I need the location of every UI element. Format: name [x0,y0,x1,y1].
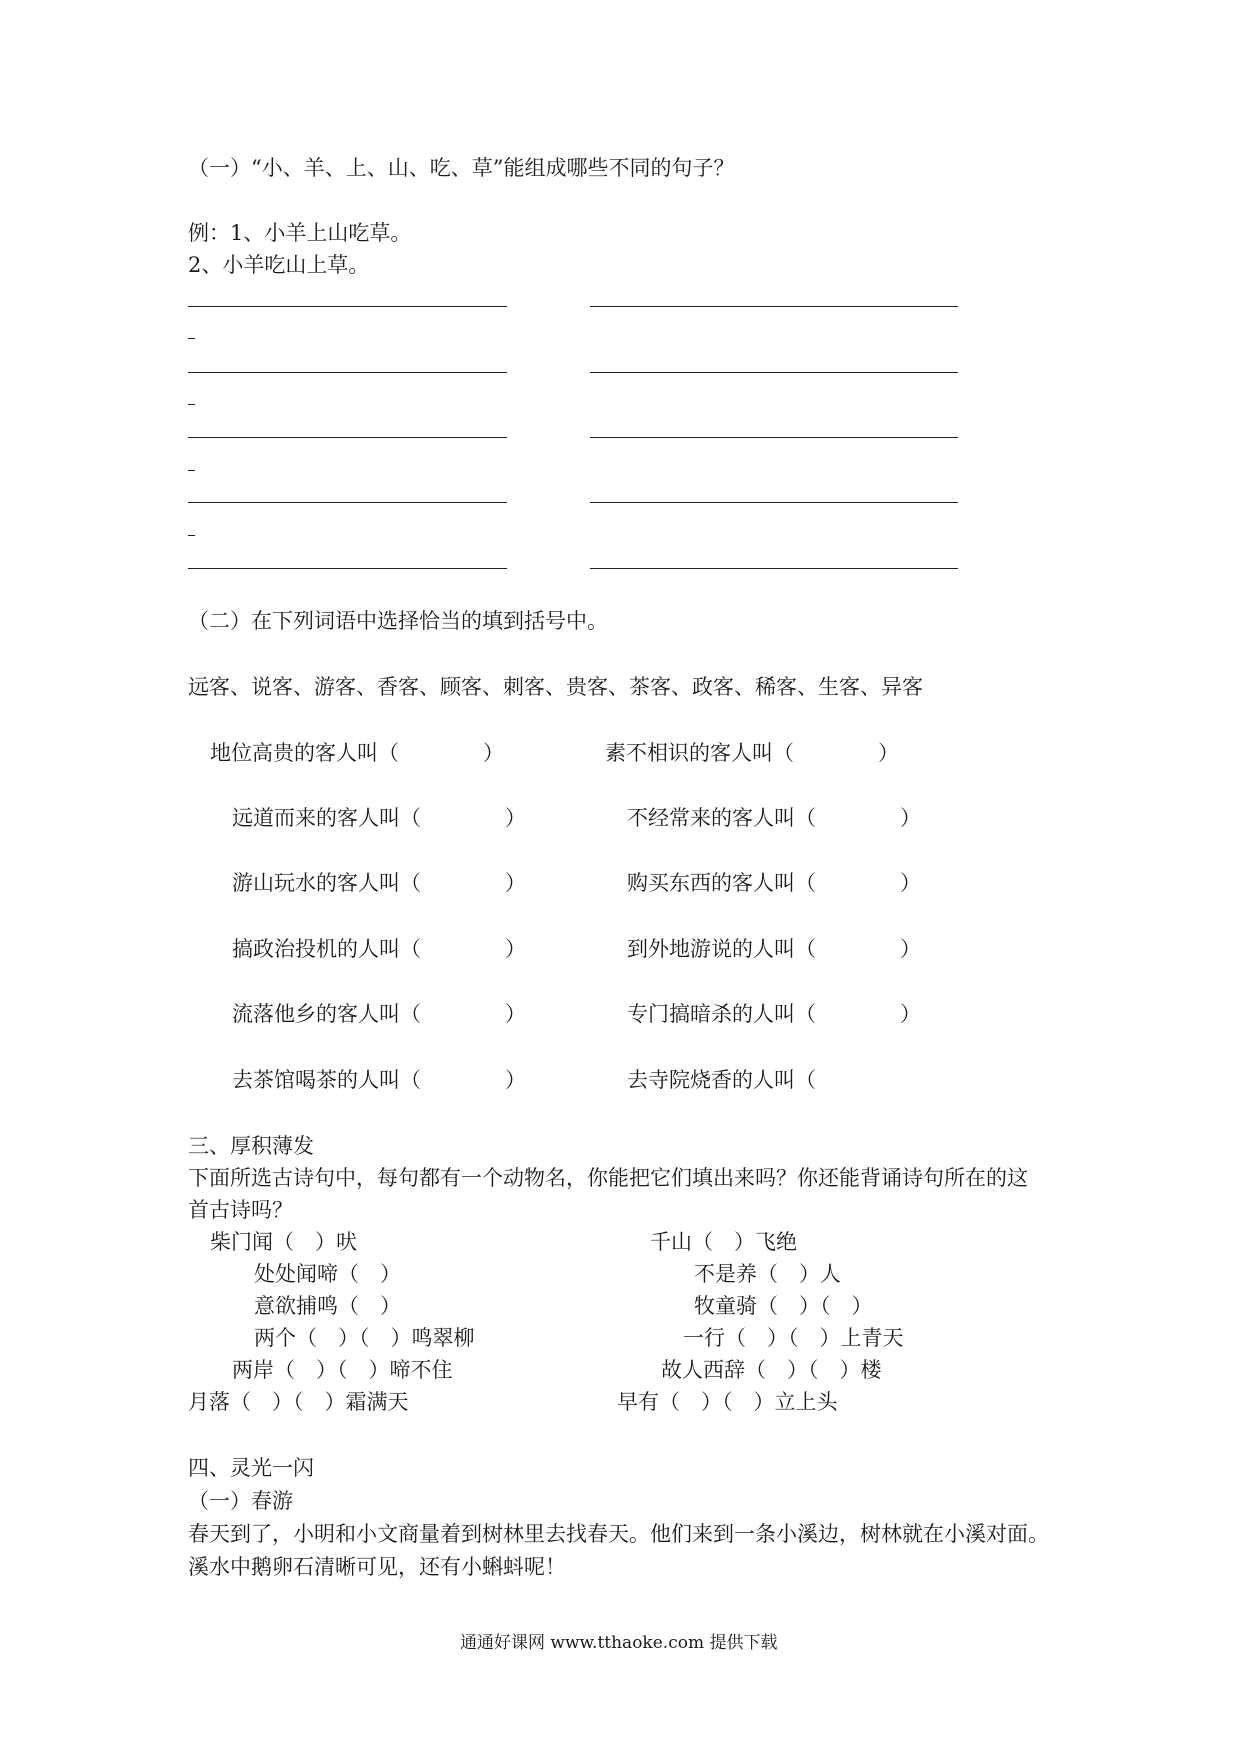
word-bank: 远客、说客、游客、香客、顾客、刺客、贵客、茶客、政客、稀客、生客、异客 [188,675,923,699]
fill-item[interactable]: 不经常来的客人叫（ ） [627,806,921,830]
poem-line[interactable]: 牧童骑（ ）（ ） [694,1294,873,1318]
poem-line[interactable]: 故人西辞（ ）（ ）楼 [661,1358,882,1382]
fill-item[interactable]: 去茶馆喝茶的人叫（ ） [232,1068,526,1092]
page-footer: 通通好课网 www.tthaoke.com 提供下载 [460,1633,778,1653]
poem-line[interactable]: 两岸（ ）（ ）啼不住 [232,1358,453,1382]
poem-line[interactable]: 早有（ ）（ ）立上头 [617,1390,838,1414]
section1-title: （一）“小、羊、上、山、吃、草”能组成哪些不同的句子？ [188,156,735,180]
fill-item[interactable]: 流落他乡的客人叫（ ） [232,1002,526,1026]
section4-title: 四、灵光一闪 [188,1456,314,1480]
section3-instruction: 下面所选古诗句中，每句都有一个动物名，你能把它们填出来吗？你还能背诵诗句所在的这 [188,1166,1028,1190]
answer-line[interactable] [188,568,507,569]
poem-line[interactable]: 不是养（ ）人 [694,1262,841,1286]
answer-line[interactable] [188,502,507,503]
poem-line[interactable]: 月落（ ）（ ）霜满天 [188,1390,409,1414]
poem-line[interactable]: 意欲捕鸣（ ） [254,1294,401,1318]
fill-item[interactable]: 购买东西的客人叫（ ） [627,871,921,895]
line-mark [188,338,195,339]
fill-item[interactable]: 地位高贵的客人叫（ ） [210,741,504,765]
poem-line[interactable]: 一行（ ）（ ）上青天 [683,1326,904,1350]
poem-line[interactable]: 千山（ ）飞绝 [650,1230,797,1254]
line-mark [188,470,195,471]
section3-title: 三、厚积薄发 [188,1134,314,1158]
story-paragraph: 春天到了，小明和小文商量着到树林里去找春天。他们来到一条小溪边，树林就在小溪对面。 [188,1522,1049,1546]
poem-line[interactable]: 两个（ ）（ ）鸣翠柳 [254,1326,475,1350]
section4-subtitle: （一）春游 [188,1489,293,1513]
answer-line[interactable] [188,437,507,438]
answer-line[interactable] [590,437,958,438]
example-sentence-1: 例：1、小羊上山吃草。 [188,221,412,245]
fill-item[interactable]: 去寺院烧香的人叫（ [627,1068,816,1092]
section2-title: （二）在下列词语中选择恰当的填到括号中。 [188,609,608,633]
answer-line[interactable] [188,372,507,373]
fill-item[interactable]: 游山玩水的客人叫（ ） [232,871,526,895]
poem-line[interactable]: 处处闻啼（ ） [254,1262,401,1286]
line-mark [188,404,195,405]
fill-item[interactable]: 到外地游说的人叫（ ） [627,937,921,961]
fill-item[interactable]: 搞政治投机的人叫（ ） [232,937,526,961]
answer-line[interactable] [590,568,958,569]
answer-line[interactable] [590,502,958,503]
story-paragraph-cont: 溪水中鹅卵石清晰可见，还有小蝌蚪呢！ [188,1555,566,1579]
fill-item[interactable]: 专门搞暗杀的人叫（ ） [627,1002,921,1026]
section3-instruction-cont: 首古诗吗？ [188,1198,293,1222]
answer-line[interactable] [590,306,958,307]
answer-line[interactable] [590,372,958,373]
example-sentence-2: 2、小羊吃山上草。 [188,253,370,277]
fill-item[interactable]: 远道而来的客人叫（ ） [232,806,526,830]
answer-line[interactable] [188,306,507,307]
line-mark [188,535,195,536]
poem-line[interactable]: 柴门闻（ ）吠 [210,1230,357,1254]
fill-item[interactable]: 素不相识的客人叫（ ） [605,741,899,765]
